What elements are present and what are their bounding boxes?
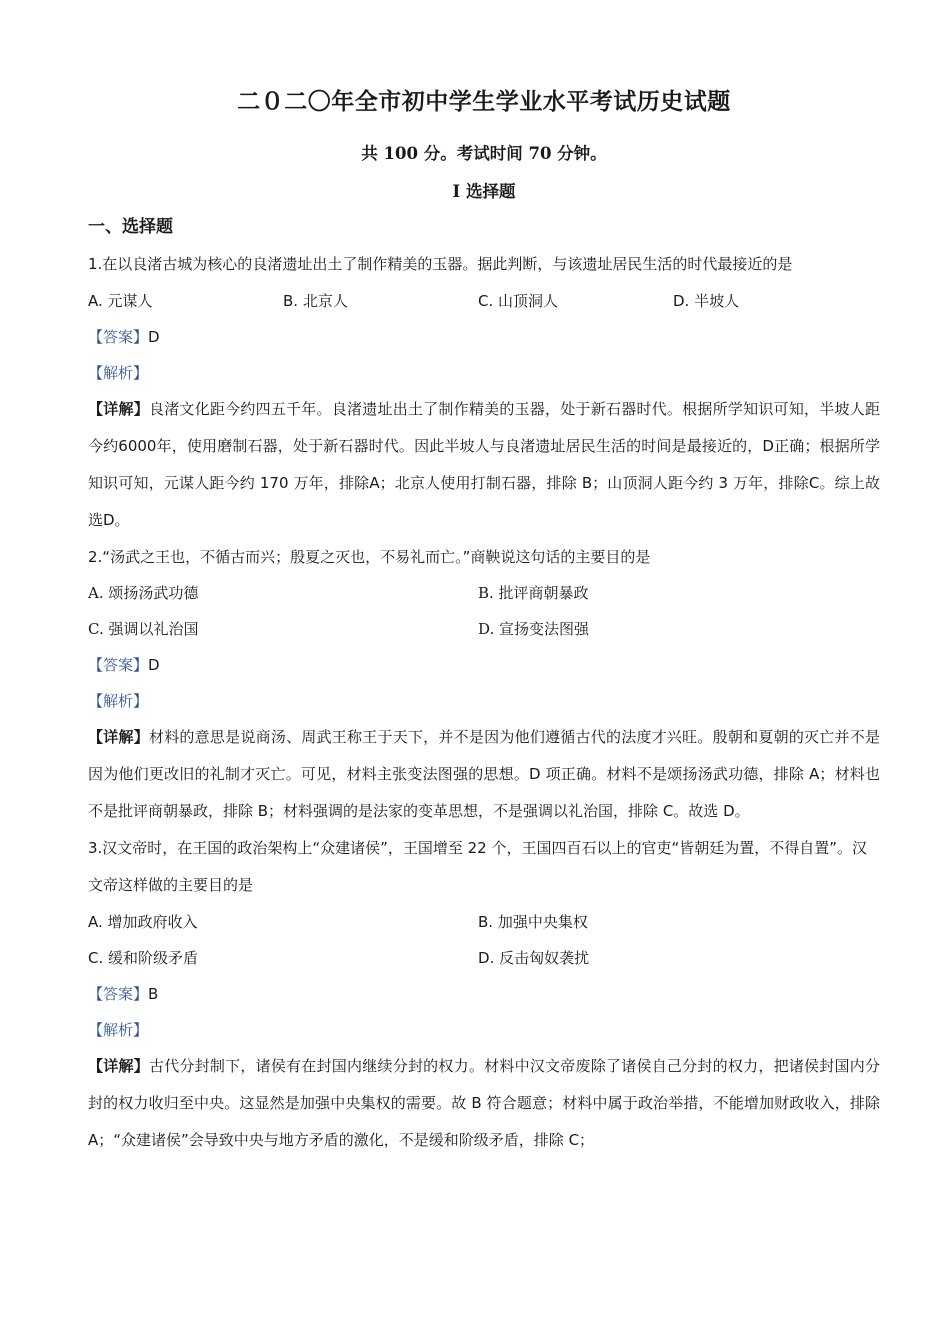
answer-line <box>88 976 880 1012</box>
analysis-line <box>88 1012 880 1048</box>
section-heading: 一、选择题 <box>88 217 173 237</box>
detail-text: 良渚文化距今约四五千年。良渚遗址出土了制作精美的玉器，处于新石器时代。根据所学知识可知，半坡人距今约6000年，使用磨制石器，处于新石器时代。因此半坡人与良渚遗址居民生活的时间是最接近的，D正确；根据所学知识可知，元谋人距今约 170 万年，排除A；北京人使用打制石器，排除 B；山顶洞人距今约 3 万年，排除C。综上故选D。 <box>88 400 880 529</box>
detail-label: 【详解】 <box>88 400 149 418</box>
question-1 <box>88 246 880 539</box>
answer-label: 【答案】 <box>88 328 149 346</box>
exam-title: 二０二〇年全市初中学生学业水平考试历史试题 <box>237 88 731 115</box>
detail-paragraph <box>88 391 880 539</box>
answer-value: D <box>148 328 160 346</box>
option-a: A. 增加政府收入 <box>88 913 198 931</box>
answer-value: B <box>148 985 159 1003</box>
detail-label: 【详解】 <box>88 728 149 746</box>
analysis-line <box>88 355 880 391</box>
detail-paragraph <box>88 719 880 830</box>
option-d: D. 宣扬变法图强 <box>478 620 590 638</box>
exam-subtitle: 共 100 分。考试时间 70 分钟。 <box>361 144 607 163</box>
question-3 <box>88 830 880 1159</box>
answer-line <box>88 319 880 355</box>
answer-line <box>88 647 880 683</box>
option-b: B. 批评商朝暴政 <box>478 584 589 602</box>
option-b: B. 加强中央集权 <box>478 913 588 931</box>
analysis-label: 【解析】 <box>88 692 149 710</box>
question-stem: 1.在以良渚古城为核心的良渚遗址出土了制作精美的玉器。据此判断，与该遗址居民生活的时代最接近的是 <box>88 255 793 273</box>
detail-label: 【详解】 <box>88 1057 149 1075</box>
analysis-line <box>88 683 880 719</box>
detail-text: 古代分封制下，诸侯有在封国内继续分封的权力。材料中汉文帝废除了诸侯自己分封的权力，把诸侯封国内分封的权力收归至中央。这显然是加强中央集权的需要。故 B 符合题意；材料中属于政治举措，不能增加财政收入，排除 A；“众建诸侯”会导致中央与地方矛盾的激化，不是缓和阶级矛盾，排除 C； <box>88 1057 880 1149</box>
answer-label: 【答案】 <box>88 656 149 674</box>
option-c: C. 强调以礼治国 <box>88 620 199 638</box>
options-list <box>88 575 880 647</box>
question-2 <box>88 539 880 830</box>
analysis-label: 【解析】 <box>88 1021 149 1039</box>
answer-label: 【答案】 <box>88 985 149 1003</box>
question-stem: 2.“汤武之王也，不循古而兴；殷夏之灭也，不易礼而亡。”商鞅说这句话的主要目的是 <box>88 548 651 566</box>
option-c: C. 山顶洞人 <box>478 292 559 310</box>
detail-text: 材料的意思是说商汤、周武王称王于天下，并不是因为他们遵循古代的法度才兴旺。殷朝和夏朝的灭亡并不是因为他们更改旧的礼制才灭亡。可见，材料主张变法图强的思想。D 项正确。材料不是颂扬汤武功德，排除 A；材料也不是批评商朝暴政，排除 B；材料强调的是法家的变革思想，不是强调以礼治国，排除 C。故选 D。 <box>88 728 880 820</box>
answer-value: D <box>148 656 160 674</box>
options-list <box>88 904 880 976</box>
option-d: D. 半坡人 <box>673 292 740 310</box>
option-d: D. 反击匈奴袭扰 <box>478 949 590 967</box>
detail-paragraph <box>88 1048 880 1159</box>
analysis-label: 【解析】 <box>88 364 149 382</box>
options-list <box>88 283 880 319</box>
option-a: A. 颂扬汤武功德 <box>88 584 199 602</box>
option-b: B. 北京人 <box>283 292 348 310</box>
question-stem: 3.汉文帝时，在王国的政治架构上“众建诸侯”，王国增至 22 个，王国四百石以上的官吏“皆朝廷为置，不得自置”。汉文帝这样做的主要目的是 <box>88 839 868 894</box>
option-c: C. 缓和阶级矛盾 <box>88 949 199 967</box>
part-heading: I 选择题 <box>452 182 516 201</box>
option-a: A. 元谋人 <box>88 292 153 310</box>
